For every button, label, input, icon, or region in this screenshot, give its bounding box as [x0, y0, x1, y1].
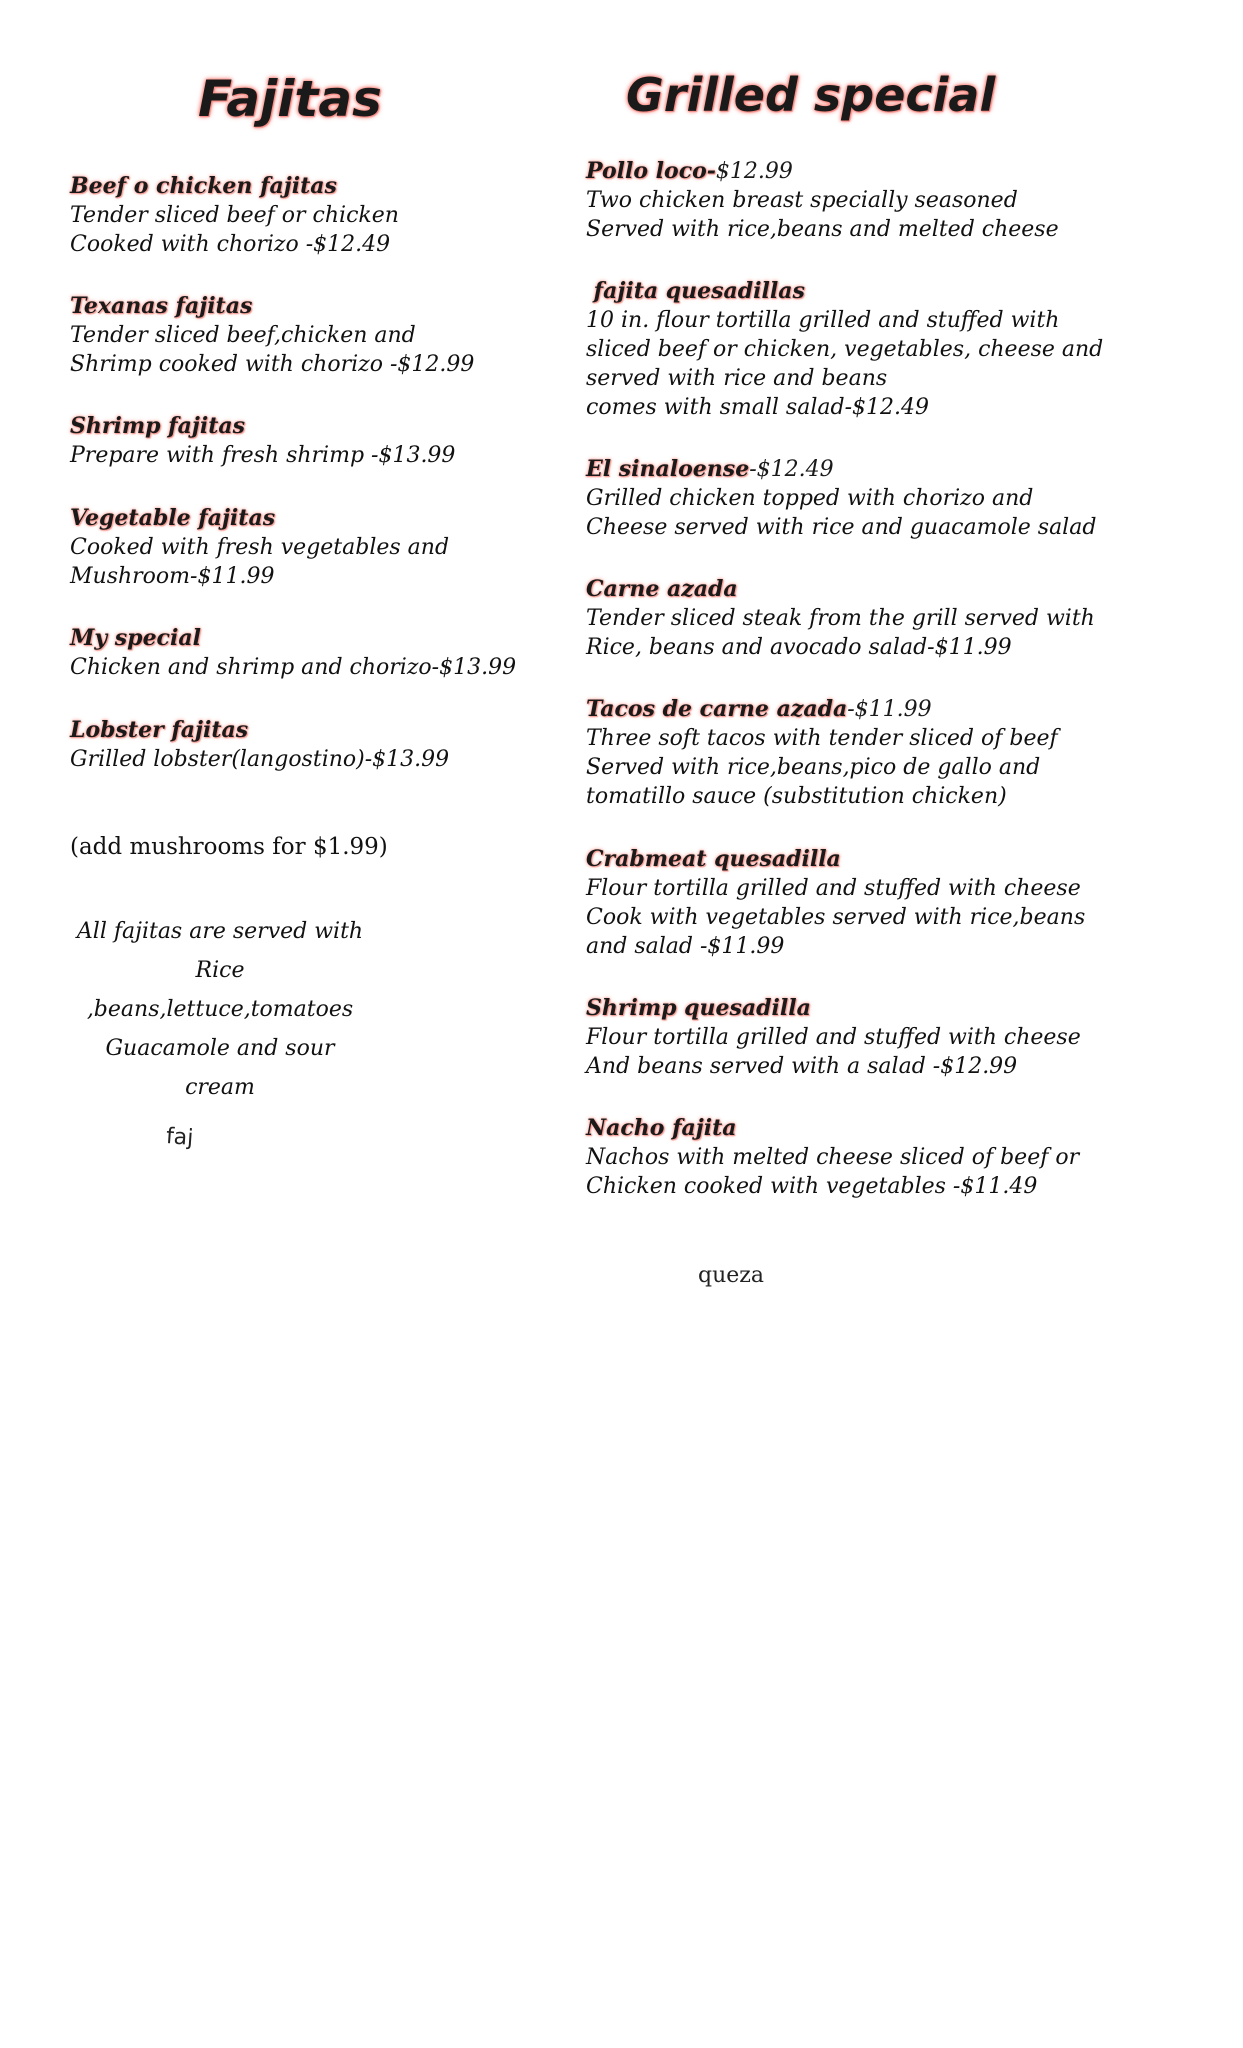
menu-item — [586, 277, 1206, 422]
grilled-special-title: Grilled special — [626, 68, 996, 122]
item-description: 10 in. flour tortilla grilled and stuffed with — [586, 308, 1060, 333]
item-price: -$12.49 — [749, 457, 834, 482]
item-description: Chicken and shrimp and chorizo-$13.99 — [70, 655, 517, 680]
menu-item — [70, 504, 550, 591]
item-description: Grilled chicken topped with chorizo and — [586, 486, 1034, 511]
menu-item — [586, 157, 1206, 244]
item-name: Shrimp fajitas — [70, 413, 245, 439]
item-name: Tacos de carne azada — [586, 696, 848, 722]
menu-item — [70, 172, 550, 259]
item-name: Crabmeat quesadilla — [586, 846, 841, 872]
item-price: -$11.99 — [847, 697, 932, 722]
item-name: Shrimp quesadilla — [586, 995, 811, 1021]
served-with-note — [70, 912, 370, 1107]
menu-item — [586, 575, 1206, 662]
item-description: Grilled lobster(langostino)-$13.99 — [70, 747, 450, 772]
item-description: served with rice and beans — [586, 366, 888, 391]
item-name: Vegetable fajitas — [70, 505, 276, 531]
item-name: Carne azada — [586, 576, 738, 602]
item-description: comes with small salad-$12.49 — [586, 395, 929, 420]
item-description: Tender sliced beef,chicken and — [70, 323, 416, 348]
item-name: El sinaloense — [586, 456, 750, 482]
item-name: Lobster fajitas — [70, 717, 249, 743]
item-description: Shrimp cooked with chorizo -$12.99 — [70, 352, 475, 377]
item-description: Chicken cooked with vegetables -$11.49 — [586, 1174, 1038, 1199]
menu-item — [586, 455, 1206, 542]
item-description: Rice, beans and avocado salad-$11.99 — [586, 635, 1012, 660]
item-name: Texanas fajitas — [70, 293, 253, 319]
item-description: Mushroom-$11.99 — [70, 564, 275, 589]
item-description: Served with rice,beans,pico de gallo and — [586, 755, 1041, 780]
menu-item — [586, 845, 1206, 961]
item-name: fajita quesadillas — [586, 278, 805, 304]
stray-text: queza — [698, 1263, 764, 1288]
addon-note: (add mushrooms for $1.99) — [70, 834, 388, 860]
item-description: And beans served with a salad -$12.99 — [586, 1054, 1018, 1079]
item-description: Tender sliced beef or chicken — [70, 203, 399, 228]
menu-item — [70, 716, 550, 774]
item-description: and salad -$11.99 — [586, 934, 785, 959]
item-price: $12.99 — [715, 159, 793, 184]
item-name: Beef o chicken fajitas — [70, 173, 337, 199]
item-description: Three soft tacos with tender sliced of beef — [586, 726, 1058, 751]
item-description: Two chicken breast specially seasoned — [586, 188, 1018, 213]
item-description: Tender sliced steak from the grill served with — [586, 606, 1095, 631]
served-with-line: Rice ,beans,lettuce,tomatoes — [86, 958, 354, 1022]
item-description: sliced beef or chicken, vegetables, cheese and — [586, 337, 1104, 362]
menu-item — [586, 1114, 1206, 1201]
item-description: Served with rice,beans and melted cheese — [586, 217, 1059, 242]
menu-item — [70, 412, 550, 470]
served-with-line: All fajitas are served with — [76, 919, 364, 944]
item-name: My special — [70, 625, 201, 651]
item-description: Cheese served with rice and guacamole salad — [586, 515, 1097, 540]
item-description: Cooked with chorizo -$12.49 — [70, 232, 391, 257]
item-description: Flour tortilla grilled and stuffed with cheese — [586, 1025, 1081, 1050]
item-description: Cooked with fresh vegetables and — [70, 535, 450, 560]
served-with-line: Guacamole and sour cream — [105, 1036, 335, 1100]
item-description: Flour tortilla grilled and stuffed with cheese — [586, 876, 1081, 901]
menu-item — [586, 994, 1206, 1081]
menu-item — [70, 624, 550, 682]
menu-item — [70, 292, 550, 379]
item-description: Cook with vegetables served with rice,beans — [586, 905, 1086, 930]
fajitas-title: Fajitas — [198, 70, 382, 128]
menu-item — [586, 695, 1206, 811]
item-description: Nachos with melted cheese sliced of beef or — [586, 1145, 1080, 1170]
stray-text: faj — [165, 1124, 195, 1151]
item-description: tomatillo sauce (substitution chicken) — [586, 784, 1007, 809]
item-name: Pollo loco- — [586, 158, 716, 184]
item-name: Nacho fajita — [586, 1115, 737, 1141]
item-description: Prepare with fresh shrimp -$13.99 — [70, 443, 456, 468]
